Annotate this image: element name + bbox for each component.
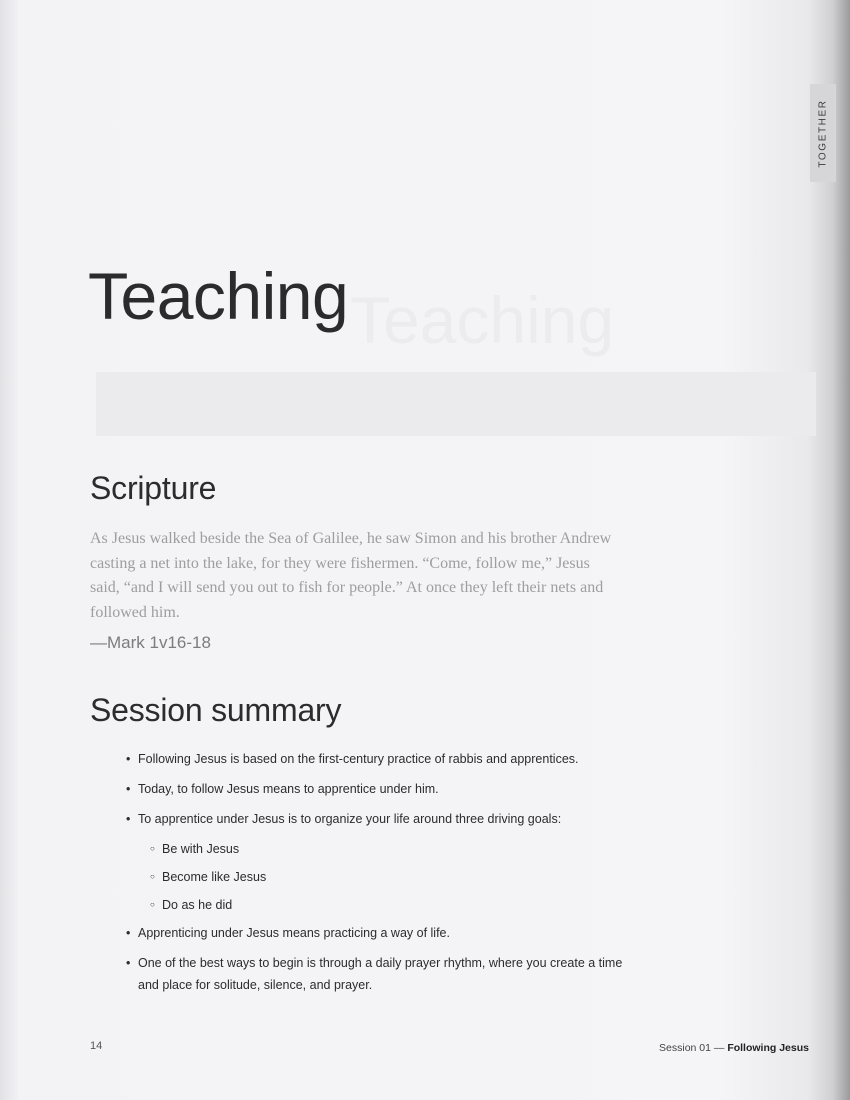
goal-item: ○ Be with Jesus xyxy=(150,838,626,860)
goal-item: ○ Become like Jesus xyxy=(150,866,626,888)
page-title: Teaching xyxy=(88,259,349,333)
scripture-heading: Scripture xyxy=(90,470,217,506)
ghost-band-show-through xyxy=(96,372,816,436)
section-tab xyxy=(810,84,836,182)
session-label: Session 01 — xyxy=(659,1042,725,1054)
scripture-text: As Jesus walked beside the Sea of Galilee, he saw Simon and his brother Andrew casting a net into the lake, for they were fishermen. “Come, follow me,” Jesus said, “and I will send you out to fish for people.” At once they left their nets and followed him. xyxy=(90,530,612,621)
running-footer xyxy=(659,1042,809,1054)
page-number: 14 xyxy=(90,1040,103,1052)
scripture-reference: —Mark 1v16-18 xyxy=(90,633,211,652)
section-tab-label: TOGETHER xyxy=(817,98,829,168)
summary-list xyxy=(126,748,626,1004)
summary-heading: Session summary xyxy=(90,692,342,728)
summary-bullet: • Following Jesus is based on the first-century practice of rabbis and apprentices. xyxy=(126,748,626,770)
page-edge xyxy=(0,0,18,1100)
summary-bullet: • To apprentice under Jesus is to organize your life around three driving goals: xyxy=(126,808,626,830)
ghost-title-show-through: Teaching xyxy=(350,283,615,357)
summary-bullet: • Apprenticing under Jesus means practicing a way of life. xyxy=(126,922,626,944)
session-title: Following Jesus xyxy=(727,1042,809,1054)
summary-bullet: • One of the best ways to begin is through a daily prayer rhythm, where you create a time and place for solitude, silence, and prayer. xyxy=(126,952,626,996)
summary-bullet: • Today, to follow Jesus means to apprentice under him. xyxy=(126,778,626,800)
goal-item: ○ Do as he did xyxy=(150,894,626,916)
